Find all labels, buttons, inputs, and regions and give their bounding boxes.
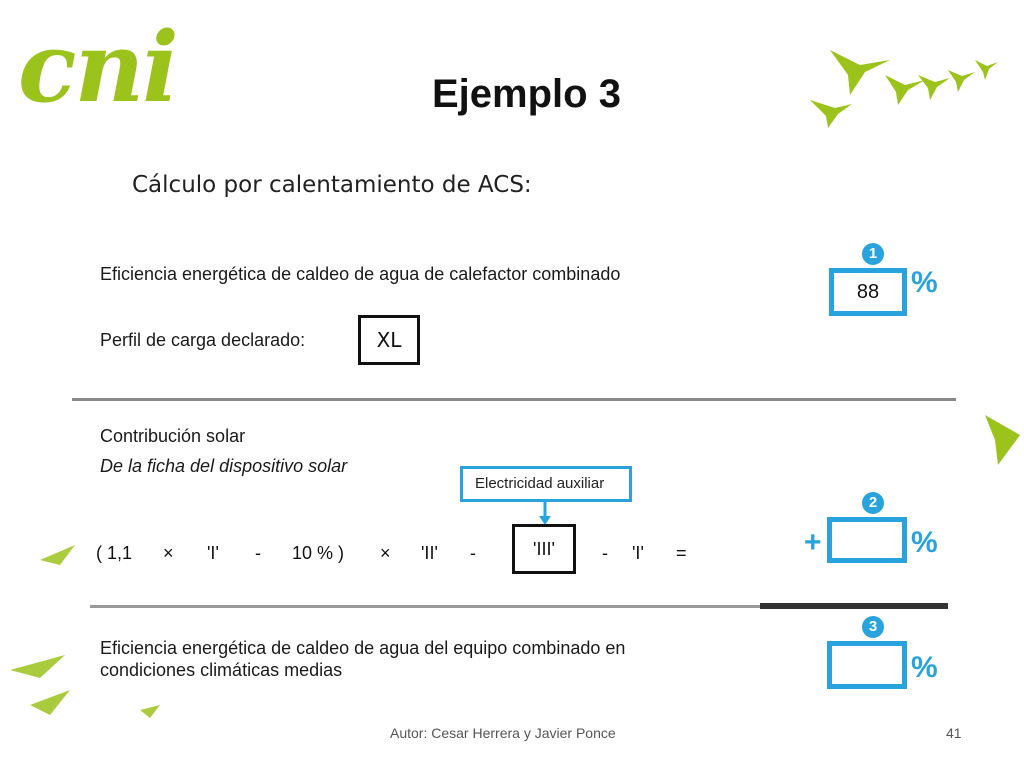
leaf-icon	[985, 415, 1020, 465]
bird-icon	[810, 100, 852, 128]
solar-value-box	[827, 517, 907, 563]
combined-efficiency-label-line2: condiciones climáticas medias	[100, 660, 343, 680]
bird-icon	[948, 70, 975, 92]
badge-2: 2	[862, 492, 884, 514]
formula-minus: -	[255, 543, 261, 563]
formula-term-i: 'I'	[632, 543, 644, 563]
footer-author: Autor: Cesar Herrera y Javier Ponce	[390, 725, 616, 741]
plus-sign: +	[804, 526, 822, 559]
slide-title: Ejemplo 3	[432, 72, 621, 116]
auxiliary-electricity-callout: Electricidad auxiliar	[460, 466, 632, 502]
divider-thick	[760, 603, 948, 609]
divider	[72, 398, 956, 401]
bird-icon	[918, 75, 950, 100]
formula-minus: -	[470, 543, 476, 563]
load-profile-box: XL	[358, 315, 420, 365]
leaf-icon	[140, 705, 160, 718]
cni-logo: cni	[18, 11, 177, 124]
load-profile-label: Perfil de carga declarado:	[100, 330, 306, 350]
combined-efficiency-value-box	[827, 641, 907, 689]
leaf-icon	[40, 545, 75, 565]
badge-1: 1	[862, 243, 884, 265]
formula-times: ×	[163, 543, 174, 563]
bird-icon	[975, 60, 998, 80]
solar-contribution-subtitle: De la ficha del dispositivo solar	[100, 456, 348, 476]
percent-sign-2: %	[911, 526, 938, 559]
bird-icon	[885, 75, 925, 105]
efficiency-label: Eficiencia energética de caldeo de agua de calefactor combinado	[100, 264, 621, 284]
combined-efficiency-label-line1: Eficiencia energética de caldeo de agua del equipo combinado en	[100, 638, 626, 658]
page-number: 41	[946, 725, 962, 741]
bird-icon	[830, 50, 890, 95]
formula-term-iii-box: 'III'	[512, 524, 576, 574]
badge-3: 3	[862, 616, 884, 638]
leaf-icon	[10, 655, 65, 678]
slide-subtitle: Cálculo por calentamiento de ACS:	[132, 172, 532, 198]
percent-sign-3: %	[911, 651, 938, 684]
formula-term-ii: 'II'	[421, 543, 438, 563]
callout-arrow-icon	[538, 500, 552, 526]
divider	[90, 605, 760, 608]
solar-contribution-title: Contribución solar	[100, 426, 246, 446]
formula-equals: =	[676, 543, 687, 563]
formula-open: ( 1,1	[96, 543, 133, 563]
leaf-decoration-right	[980, 410, 1024, 470]
leaf-icon	[30, 690, 70, 715]
formula-minus: -	[602, 543, 608, 563]
formula-term-i: 'I'	[207, 543, 219, 563]
percent-sign-1: %	[911, 266, 938, 299]
formula-ten-percent: 10 % )	[292, 543, 345, 563]
formula-times: ×	[380, 543, 391, 563]
efficiency-value-box: 88	[829, 268, 907, 316]
leaves-decoration	[0, 520, 160, 730]
birds-decoration	[790, 30, 1020, 130]
